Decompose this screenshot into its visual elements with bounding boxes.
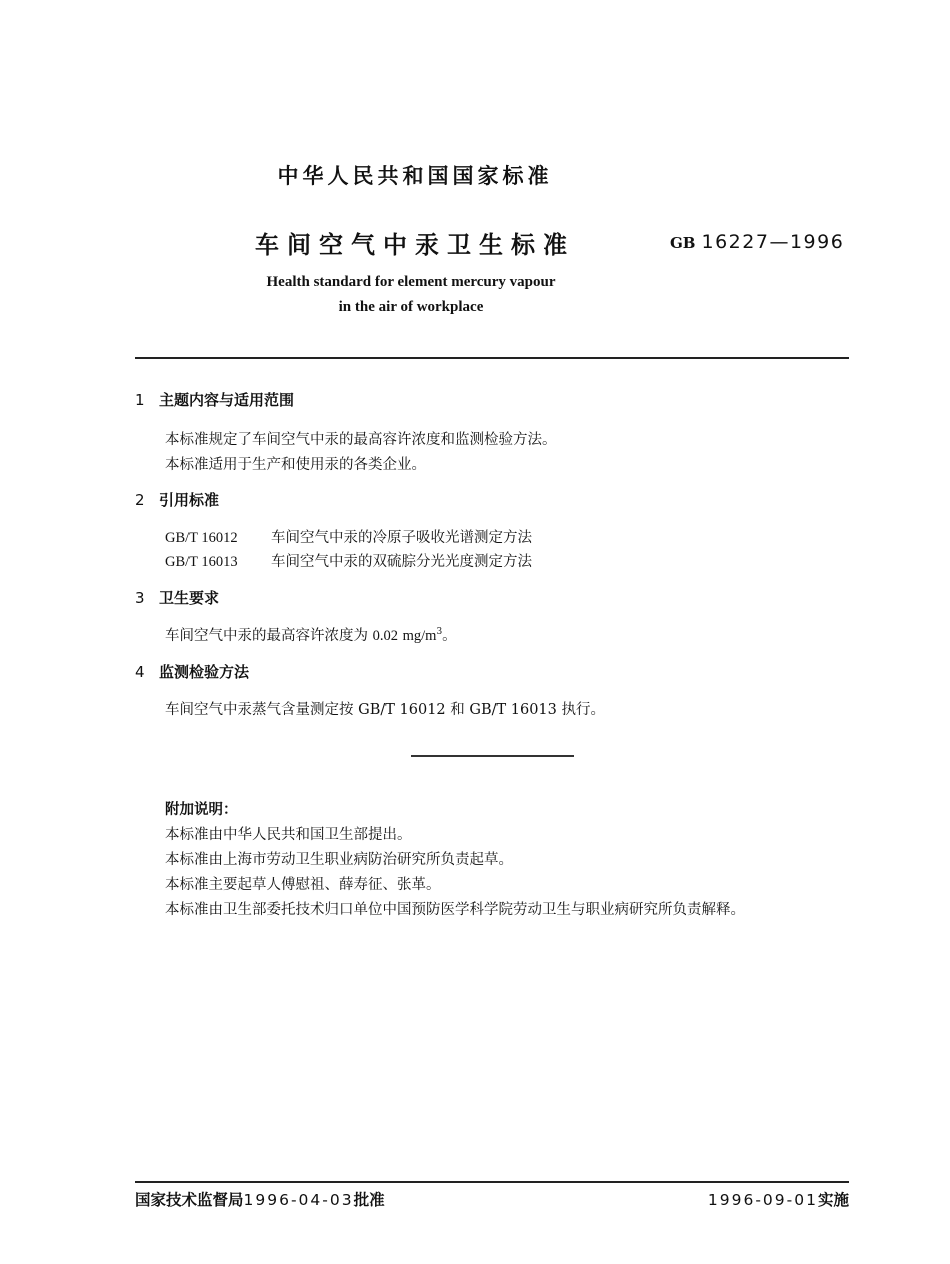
concentration-unit: mg/m [402, 628, 437, 644]
reference-name: 车间空气中汞的双硫腙分光光度测定方法 [271, 554, 532, 570]
section-title: 卫生要求 [159, 589, 220, 607]
note-line: 本标准由中华人民共和国卫生部提出。 [165, 827, 412, 843]
requirement-text: 车间空气中汞的最高容许浓度为 [165, 628, 373, 644]
additional-notes-heading: 附加说明： [165, 802, 238, 818]
section-1-paragraph-2: 本标准适用于生产和使用汞的各类企业。 [165, 457, 426, 473]
section-number: 3 [135, 589, 145, 607]
section-3-heading [135, 587, 219, 608]
unit-exponent: 3 [436, 627, 443, 638]
footer-divider [135, 1181, 849, 1183]
approval-org: 国家技术监督局 [135, 1191, 244, 1209]
english-title-line-2: in the air of workplace [338, 299, 484, 315]
note-line: 本标准由上海市劳动卫生职业病防治研究所负责起草。 [165, 852, 513, 868]
approval-date: 1996-04-03 [243, 1191, 354, 1209]
effective-info [708, 1188, 849, 1210]
section-number: 4 [135, 663, 145, 681]
note-line: 本标准主要起草人傅慰祖、薛寿征、张革。 [165, 877, 441, 893]
section-title: 主题内容与适用范围 [159, 391, 295, 409]
approval-label: 批准 [353, 1191, 385, 1209]
note-line: 本标准由卫生部委托技术归口单位中国预防医学科学院劳动卫生与职业病研究所负责解释。 [165, 902, 745, 918]
body-end-divider [411, 755, 574, 757]
section-title: 引用标准 [159, 491, 220, 509]
reference-code: GB/T 16013 [165, 554, 238, 570]
effective-date: 1996-09-01 [707, 1191, 818, 1209]
standard-code-number: 16227—1996 [701, 231, 845, 253]
section-3-paragraph [165, 624, 457, 645]
section-number: 1 [135, 391, 145, 409]
section-number: 2 [135, 491, 145, 509]
section-2-heading [135, 489, 219, 510]
reference-item [165, 526, 532, 547]
section-1-paragraph-1: 本标准规定了车间空气中汞的最高容许浓度和监测检验方法。 [165, 432, 557, 448]
section-1-heading [135, 389, 294, 410]
document-title: 车间空气中汞卫生标准 [255, 231, 575, 259]
english-title-line-1: Health standard for element mercury vapour [266, 274, 556, 290]
header-divider [135, 357, 849, 359]
reference-name: 车间空气中汞的冷原子吸收光谱测定方法 [271, 530, 532, 546]
approval-info [135, 1188, 385, 1210]
section-4-paragraph: 车间空气中汞蒸气含量测定按 GB/T 16012 和 GB/T 16013 执行。 [165, 702, 605, 718]
reference-item [165, 550, 532, 571]
section-title: 监测检验方法 [159, 663, 250, 681]
requirement-end: 。 [442, 628, 457, 644]
concentration-value: 0.02 [372, 628, 398, 644]
effective-label: 实施 [817, 1191, 849, 1209]
standard-code [670, 231, 844, 253]
state-standard-heading: 中华人民共和国国家标准 [277, 164, 553, 188]
reference-code: GB/T 16012 [165, 530, 238, 546]
section-4-heading [135, 661, 249, 682]
standard-code-prefix: GB [670, 234, 696, 252]
